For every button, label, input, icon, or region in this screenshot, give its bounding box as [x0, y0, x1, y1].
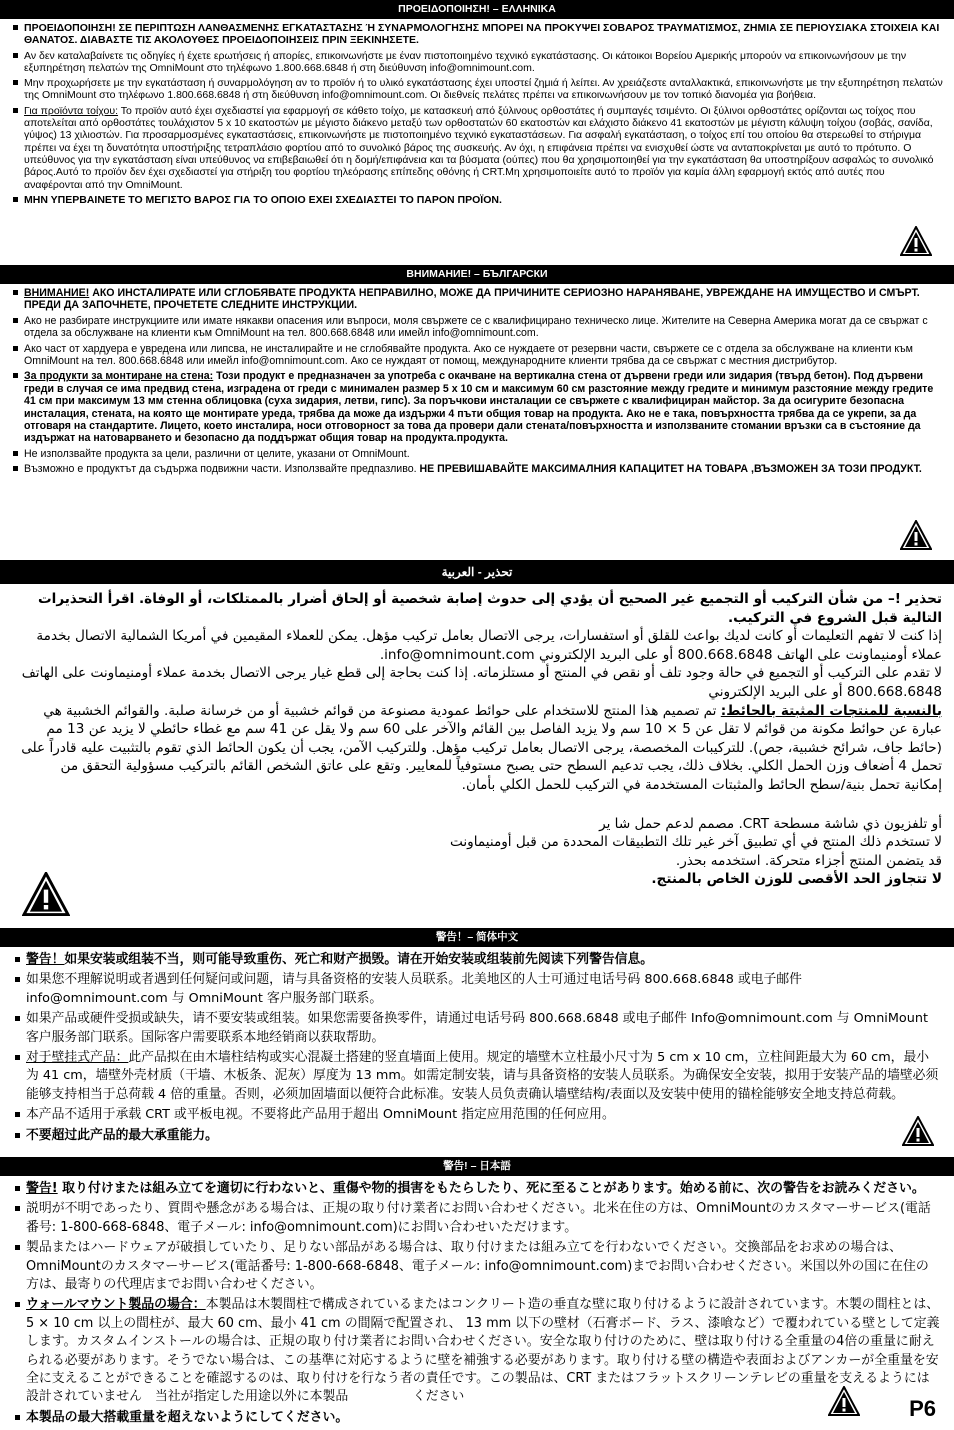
wall-mount-text: Το προϊόν αυτό έχει σχεδιαστεί για εφαρμογή σε κάθετο τοίχο, με κατασκευή από ξύλινους ορθοστάτες ή συμπαγές τσιμέντο. Οι ξύλινοι ορθοστάτες ορίζονται ως τοίχος που αποτελείται από ορθοστάτες τουλάχιστον 5 x 10 εκατοστών με μέγιστο διάκενο μεταξύ των ορθοστατών 60 εκατοστών και ελάχιστο διάκενο 41 εκατοστών με μέγιστη κάλυψη τοίχου (σοβάς, σανίδα, γύψος) 13 χιλιοστών. Για προσαρμοσμένες εγκαταστάσεις, επικοινωνήστε με πιστοποιημένο τεχνικό εγκαταστάσεων. Για ασφαλή εγκατάσταση, ο τοίχος επί του οποίου θα στερεωθεί το στήριγμα πρέπει να έχει τη δυνατότητα υποστήριξης τετραπλάσιο φορτίου από το συνολικό βάρος της συσκευής. Αν όχι, η επιφάνεια πρέπει να ενισχυθεί ώστε να ανταποκρίνεται με αυτό το πρότυπο. Ο υπεύθυνος για την εγκατάσταση είναι υπεύθυνος να επιβεβαιωθεί ότι η δομή/επιφάνεια και τα βύσματα (ούπες) που θα χρησιμοποιηθεί για την εγκατάσταση θα υποστηρίξουν ασφαλώς το συνολικό βάρος.Αυτό το προϊόν δεν έχει σχεδιαστεί για στήριξη του φορτίου τηλεόρασης επίπεδης οθόνης ή CRT.Μη χρησιμοποιείτε αυτό το προϊόν για καμία άλλη εφαρμογή εκτός από αυτές που αναφέρονται από την OmniMount. — [24, 104, 934, 191]
instruction-item: 如果产品或硬件受损或缺失，请不要安装或组装。如果您需要备换零件，请通过电话号码 800.668.6848 或电子邮件 Info@omnimount.com 与 OmniMount 客户服务部门联系。国际客户需要联系本地经销商以获取帮助。 — [12, 1010, 940, 1047]
warning-text: 取り付けまたは組み立てを適切に行わないと、重傷や物的損害をもたらしたり、死に至ることがあります。始める前に、次の警告をお読みください。 — [57, 1181, 925, 1196]
wall-mount-item — [12, 1296, 940, 1406]
wall-mount-item — [10, 370, 944, 444]
instruction-item: 説明が不明であったり、質問や懸念がある場合は、正規の取り付け業者にお問い合わせください。北米在住の方は、OmniMountのカスタマーサービス(電話番号: 1-800-668-6848、電子メール: info@omnimount.com)にお問い合わせいただけます。 — [12, 1200, 940, 1237]
section-header: 警告！– 简体中文 — [0, 928, 954, 947]
wall-mount-paragraph — [20, 702, 942, 795]
wall-mount-label: 对于壁挂式产品： — [26, 1050, 129, 1066]
wall-mount-label: بالنسبة للمنتجات المثبتة بالحائط: — [720, 702, 942, 719]
section-header: 警告! – 日本語 — [0, 1157, 954, 1176]
max-weight-text: НЕ ПРЕВИШАВАЙТЕ МАКСИМАЛНИЯ КАПАЦИТЕТ НА ТОВАРА ,ВЪЗМОЖЕН ЗА ТОЗИ ПРОДУКТ. — [419, 463, 922, 476]
instruction-item: Αν δεν καταλαβαίνετε τις οδηγίες ή έχετε ερωτήσεις ή απορίες, επικοινωνήστε με έναν πιστοποιημένο τεχνικό εγκατάστασης. Οι κάτοικοι Βορείου Αμερικής μπορούν να επικοινωνήσουν με την εξυπηρέτηση πελατών της OmniMount στο τηλέφωνο 1.800.668.6848 ή στη διεύθυνση info@omnimount.com. — [10, 50, 944, 75]
warning-text: АКО ИНСТАЛИРАТЕ ИЛИ СГЛОБЯВАТЕ ПРОДУКТА НЕПРАВИЛНО, МОЖЕ ДА ПРИЧИНИТЕ СЕРИОЗНО НАРАНЯВАНЕ, УВРЕЖДАНЕ НА ИМУЩЕСТВО И СМЪРТ. ПРЕДИ ДА ЗАПОЧНЕТЕ, ПРОЧЕТЕТЕ СЛЕДНИТЕ ИНСТРУКЦИИ. — [24, 287, 920, 312]
warning-triangle-icon — [902, 1116, 934, 1146]
wall-mount-label: Για προϊόντα τοίχου: — [24, 104, 119, 117]
warning-triangle-icon — [900, 226, 932, 256]
warning-label: ВНИМАНИЕ! — [24, 287, 90, 299]
wall-mount-text: 本製品は木製間柱で構成されているまたはコンクリート造の垂直な壁に取り付けるように設計されています。木製の間柱とは、5 × 10 cm 以上の間柱が、最大 60 cm、最小 41 cm の間隔で配置され、 13 mm 以下の壁材（石膏ボード、ラス、漆喰など）で覆われている壁として定義します。カスタムインストールの場合は、正規の取り付け業者にお問い合わせください。安全な取り付けのために、壁は取り付ける全重量の4倍の重量に耐えられる必要があります。そうでない場合は、この基準に対応するように壁を補強する必要があります。取り付ける壁の構造や表面およびアンカーが全重量を安全に支えることができることを確認するのは、取り付けを行なう者の責任です。この製品は、CRT またはフラットスクリーンテレビの重量を支えるようには設計されていません 当社が指定した用途以外に本製品 ください — [26, 1297, 940, 1405]
max-weight-paragraph: لا تتجاوز الحد الأقصى للوزن الخاص بالمنتج. — [651, 871, 942, 888]
crt-paragraph: أو تلفزيون ذي شاشة مسطحة CRT. مصمم لدعم حمل شا ير — [599, 815, 942, 832]
section-header: ΠΡΟΕΙΔΟΠΟΙΗΣΗ! – ΕΛΛΗΝΙΚΑ — [0, 0, 954, 19]
warning-paragraph: تحذير !– من شأن التركيب أو التجميع غير الصحيح أن يؤدي إلى حدوث إصابة شخصية أو إلحاق أضرار بالممتلكات، أو الوفاة. اقرأ التحذيرات التالية قبل الشروع في التركيب. — [38, 591, 942, 626]
instruction-item: Μην προχωρήσετε με την εγκατάσταση ή συναρμολόγηση αν το προϊόν ή το υλικό εγκατάστασης έχει υποστεί ζημιά ή λείπει. Αν χρειάζεστε ανταλλακτικά, επικοινωνήστε με την εξυπηρέτηση πελατών της OmniMount στο τηλέφωνο 1.800.668.6848 ή στη διεύθυνση info@omnimount.com. Οι διεθνείς πελάτες πρέπει να επικοινωνήσουν με τον τοπικό διανομέα για βοήθεια. — [10, 77, 944, 102]
wall-mount-text: تم تصميم هذا المنتج للاستخدام على حوائط عمودية مصنوعة من قوائم خشبية أو من خرسانة صلبة. والقوائم الخشبية هي عبارة عن حوائط مكونة من قوائم لا تقل عن 5 × 10 سم ولا يزيد الفاصل بين القائم والآخر على 60 سم ولا يقل عن 41 سم مع غطاء حائطي لا يزيد عن 13 مم (حائط جاف، شرائح خشبية، جص). للتركيبات المخصصة، يرجى الاتصال بعامل تركيب مؤهل. وللتركيب الآمن، يجب أن يكون الحائط الذي تقوم بالتثبيت عليه قادراً على تحمل 4 أضعاف وزن الحمل الكلي. بخلاف ذلك، يجب تدعيم السطح حتى يصبح مستوفياً للمعايير. وتقع على عاتق الشخص القائم بالتركيب مسؤولية التحقق من إمكانية تحمل بنية/سطح الحائط والمثبتات المستخدمة في التركيب للحمل الكلي بأمان. — [21, 702, 942, 793]
warning-triangle-icon — [900, 520, 932, 550]
instruction-item: Ако не разбирате инструкциите или имате някакви опасения или въпроси, моля свържете се с квалифицирано техническо лице. Жителите на Северна Америка могат да се свържат с отдела за обслужване на клиенти към OmniMount на тел. 800.668.6848 или имейл info@omnimount.com. — [10, 315, 944, 340]
wall-mount-label: ウォールマウント製品の場合： — [26, 1297, 206, 1313]
max-weight-item: 不要超过此产品的最大承重能力。 — [12, 1127, 940, 1145]
crt-item: 本产品不适用于承载 CRT 或平板电视。不要将此产品用于超出 OmniMount 指定应用范围的任何应用。 — [12, 1106, 940, 1124]
section-header: ВНИМАНИЕ! – БЪЛГАРСКИ — [0, 265, 954, 284]
bulgarian-section — [0, 265, 954, 479]
max-weight-item: 本製品の最大搭載重量を超えないようにしてください。 — [12, 1409, 940, 1427]
warning-item — [12, 951, 940, 969]
instruction-item: Ако част от хардуера е увредена или липсва, не инсталирайте и не сглобявайте продукта. Ако се нуждаете от резервни части, свържете се с отдела за обслужване на клиенти към OmniMount на тел. 800.668.6848 или имейл info@omnimount.com. Ако се нуждаят от помощ, международните клиенти трябва да се свържат с местния дистрибутор. — [10, 343, 944, 368]
wall-mount-item — [10, 105, 944, 191]
warning-item: ΠΡΟΕΙΔΟΠΟΙΗΣΗ! ΣΕ ΠΕΡΙΠΤΩΣΗ ΛΑΝΘΑΣΜΕΝΗΣ ΕΓΚΑΤΑΣΤΑΣΗΣ Ή ΣΥΝΑΡΜΟΛΟΓΗΣΗΣ ΜΠΟΡΕΙ ΝΑ ΠΡΟΚΥΨΕΙ ΣΟΒΑΡΟΣ ΤΡΑΥΜΑΤΙΣΜΟΣ, ΖΗΜΙΑ ΣΕ ΠΕΡΙΟΥΣΙΑΚΑ ΣΤΟΙΧΕΙΑ ΚΑΙ ΘΑΝΑΤΟΣ. ΔΙΑΒΑΣΤΕ ΤΙΣ ΑΚΟΛΟΥΘΕΣ ΠΡΟΕΙΔΟΠΟΙΗΣΕΙΣ ΠΡΙΝ ΞΕΚΙΝΗΣΕΤΕ. — [10, 22, 944, 47]
moving-parts-text: Възможно е продуктът да съдържа подвижни части. Използвайте предпазливо. — [24, 463, 420, 476]
page-number: P6 — [909, 1396, 936, 1421]
warning-label: 警告! — [26, 1181, 58, 1196]
instruction-paragraph: إذا كنت لا تفهم التعليمات أو كانت لديك بواعث للقلق أو استفسارات، يرجى الاتصال بعامل تركيب مؤهل. يمكن للعملاء المقيمين في أمريكا الشمالية الاتصال بخدمة عملاء أومنيماونت على الهاتف 800.668.6848 أو على البريد الإلكتروني info@omnimount.com. — [36, 628, 942, 663]
usage-paragraph: لا تستخدم ذلك المنتج في أي تطبيق آخر غير تلك التطبيقات المحددة من قبل أومنيماونت — [450, 834, 942, 851]
max-weight-item: ΜΗΝ ΥΠΕΡΒΑΙΝΕΤΕ ΤΟ ΜΕΓΙΣΤΟ ΒΑΡΟΣ ΓΙΑ ΤΟ ΟΠΟΙΟ ΕΧΕΙ ΣΧΕΔΙΑΣΤΕΙ ΤΟ ΠΑΡΟΝ ΠΡΟΪΟΝ. — [10, 194, 944, 206]
instruction-item: 如果您不理解说明或者遇到任何疑问或问题，请与具备资格的安装人员联系。北美地区的人士可通过电话号码 800.668.6848 或电子邮件 info@omnimount.com 与 OmniMount 客户服务部门联系。 — [12, 971, 940, 1008]
warning-triangle-icon — [22, 872, 70, 916]
wall-mount-item — [12, 1049, 940, 1104]
wall-mount-label: За продукти за монтиране на стена: — [24, 370, 214, 383]
warning-text: 如果安装或组装不当，则可能导致重伤、死亡和财产损毁。请在开始安装或组装前先阅读下列警告信息。 — [64, 952, 654, 967]
greek-section — [0, 0, 954, 209]
wall-mount-text: Този продукт е предназначен за употреба с окачване на вертикална стена от дървени греди или зидария (твърд бетон). Под дървени греди в случая се има предвид стена, изградена от греди с минимален размер 5 x 10 см и максимум 60 см разстояние между гредите и минимум разстояние между гредите 41 см при максимум 13 мм стенна облицовка (суха зидария, летви, гипс). За поръчкови инсталации се свържете с квалифициран майстор. За да осигурите безопасна инсталация, стената, на която ще монтирате уреда, трябва да може да издържи 4 пъти общия товар на продукта. Ако не е така, повърхността трябва да се укрепи, за да отговаря на стандартите. Лицето, което инсталира, носи отговорност за това да провери дали стената/повърхността и използваните стомании връзки са в състояние да издържат на натоварването и безопасно да поддържат общия товар на продукта.продукта. — [24, 370, 934, 445]
section-header: تحذير - العربية — [0, 560, 954, 584]
moving-parts-paragraph: قد يتضمن المنتج أجزاء متحركة. استخدمه بحذر. — [675, 852, 942, 869]
warning-item — [12, 1180, 940, 1198]
chinese-section — [0, 928, 954, 1147]
arabic-section — [0, 560, 954, 889]
instruction-item: Не използвайте продукта за цели, различни от целите, указани от OmniMount. — [10, 448, 944, 460]
instruction-item: 製品またはハードウェアが破損していたり、足りない部品がある場合は、取り付けまたは組み立てを行わないでください。交換部品をお求めの場合は、OmniMountのカスタマーサービス(電話番号: 1-800-668-6848、電子メール: info@omnimount.com)までお問い合わせください。米国以外の国に在住の方は、最寄りの代理店までお問い合わせください。 — [12, 1239, 940, 1294]
max-weight-item — [10, 463, 944, 475]
japanese-section — [0, 1157, 954, 1429]
warning-item — [10, 287, 944, 312]
wall-mount-text: 此产品拟在由木墙柱结构或实心混凝土搭建的竖直墙面上使用。规定的墙壁木立柱最小尺寸为 5 cm x 10 cm，立柱间距最大为 60 cm，最小为 41 cm，墙壁外壳材质（干墙、木板条、泥灰）厚度为 13 mm。如需定制安装，请与具备资格的安装人员联系。为确保安全安装，拟用于安装产品的墙壁必须能够支持相当于总荷载 4 倍的重量。否则，必须加固墙面以便符合此标准。安装人员负责确认墙壁结构/表面以及安装中使用的锚栓能够安全地支持总荷载。 — [26, 1050, 939, 1102]
instruction-paragraph: لا تقدم على التركيب أو التجميع في حالة وجود تلف أو نقص في المنتج أو مستلزماته. إذا كنت بحاجة إلى قطع غيار يرجى الاتصال بخدمة عملاء أومنيماونت على الهاتف 800.668.6848 أو على البريد الإلكتروني — [21, 665, 942, 700]
warning-triangle-icon — [828, 1386, 860, 1416]
warning-label: 警告！ — [26, 952, 65, 967]
